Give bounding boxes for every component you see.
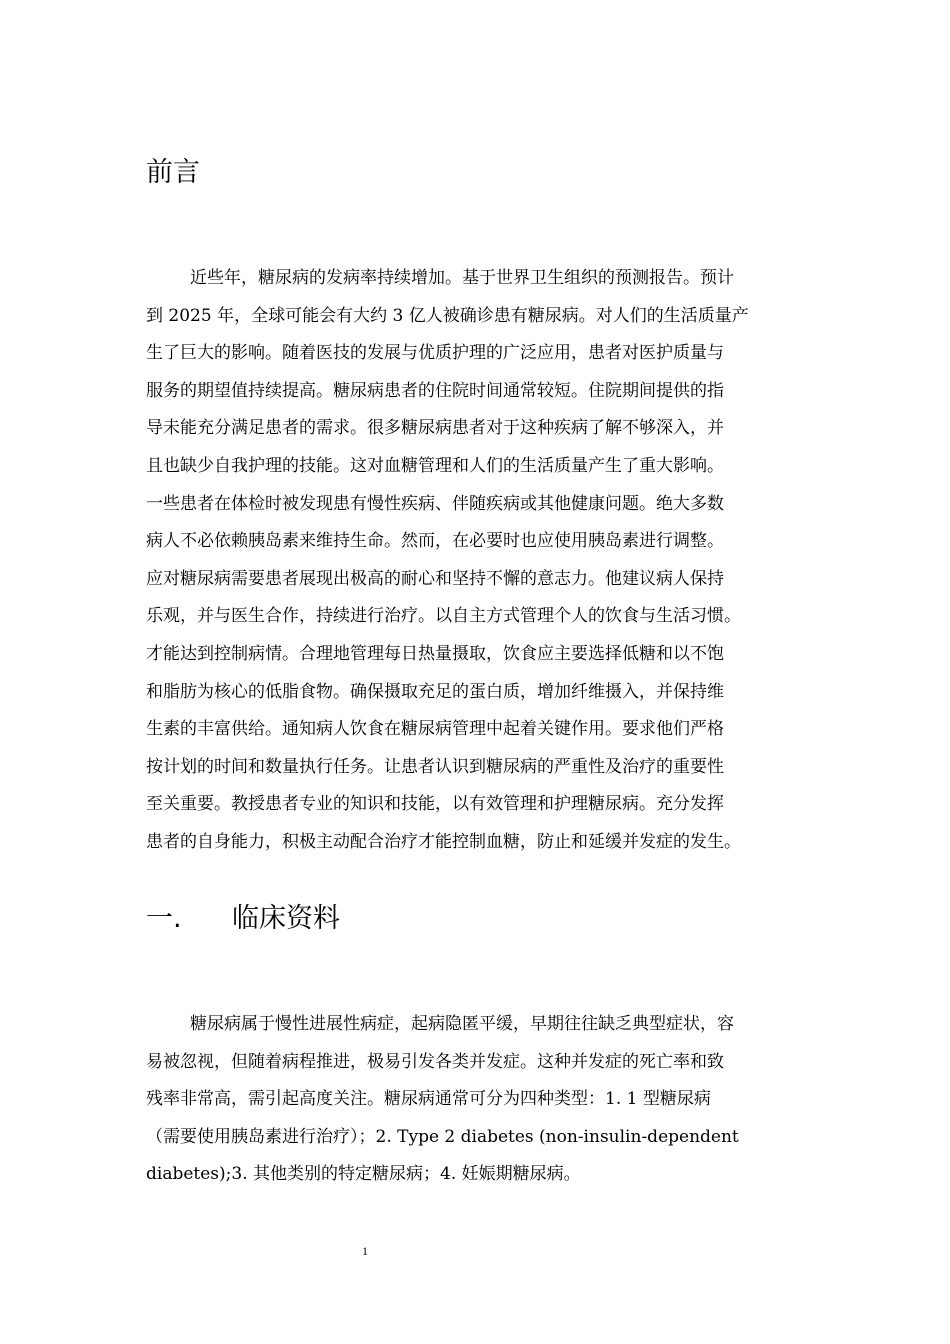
paragraph-line: 易被忽视，但随着病程推进，极易引发各类并发症。这种并发症的死亡率和致 [146,1051,724,1072]
paragraph-line: 生了巨大的影响。随着医技的发展与优质护理的广泛应用，患者对医护质量与 [146,343,724,364]
preface-heading: 前言 [146,157,200,188]
clinical-paragraph [146,1006,816,1194]
paragraph-line: 近些年，糖尿病的发病率持续增加。基于世界卫生组织的预测报告。预计 [190,268,734,288]
paragraph-line: 应对糖尿病需要患者展现出极高的耐心和坚持不懈的意志力。他建议病人保持 [146,568,724,589]
paragraph-line: 至关重要。教授患者专业的知识和技能，以有效管理和护理糖尿病。充分发挥 [146,794,724,815]
paragraph-line: （需要使用胰岛素进行治疗）；2. Type 2 diabetes (non-insulin-dependent [146,1126,739,1147]
paragraph-line: 一些患者在体检时被发现患有慢性疾病、伴随疾病或其他健康问题。绝大多数 [146,493,724,514]
clinical-data-heading [146,896,340,935]
paragraph-line: 按计划的时间和数量执行任务。让患者认识到糖尿病的严重性及治疗的重要性 [146,756,724,777]
paragraph-line: 乐观，并与医生合作，持续进行治疗。以自主方式管理个人的饮食与生活习惯。 [146,606,741,627]
paragraph-line: 患者的自身能力，积极主动配合治疗才能控制血糖，防止和延缓并发症的发生。 [146,831,741,852]
paragraph-line: 残率非常高，需引起高度关注。糖尿病通常可分为四种类型：1. 1 型糖尿病 [146,1089,711,1110]
paragraph-line: 导未能充分满足患者的需求。很多糖尿病患者对于这种疾病了解不够深入，并 [146,418,724,439]
section-title: 临床资料 [232,903,340,934]
paragraph-line: 且也缺少自我护理的技能。这对血糖管理和人们的生活质量产生了重大影响。 [146,455,724,476]
page-number: 1 [362,1244,368,1258]
paragraph-line: 病人不必依赖胰岛素来维持生命。然而，在必要时也应使用胰岛素进行调整。 [146,531,724,552]
paragraph-line: 和脂肪为核心的低脂食物。确保摄取充足的蛋白质，增加纤维摄入，并保持维 [146,681,724,702]
paragraph-line: diabetes);3. 其他类别的特定糖尿病；4. 妊娠期糖尿病。 [146,1164,581,1185]
preface-paragraph [146,260,816,862]
paragraph-line: 生素的丰富供给。通知病人饮食在糖尿病管理中起着关键作用。要求他们严格 [146,719,724,740]
section-number: 一. [146,903,182,934]
paragraph-line: 糖尿病属于慢性进展性病症，起病隐匿平缓，早期往往缺乏典型症状，容 [190,1014,734,1034]
paragraph-line: 到 2025 年，全球可能会有大约 3 亿人被确诊患有糖尿病。对人们的生活质量产 [146,305,749,326]
paragraph-line: 服务的期望值持续提高。糖尿病患者的住院时间通常较短。住院期间提供的指 [146,380,724,401]
paragraph-line: 才能达到控制病情。合理地管理每日热量摄取，饮食应主要选择低糖和以不饱 [146,643,724,664]
